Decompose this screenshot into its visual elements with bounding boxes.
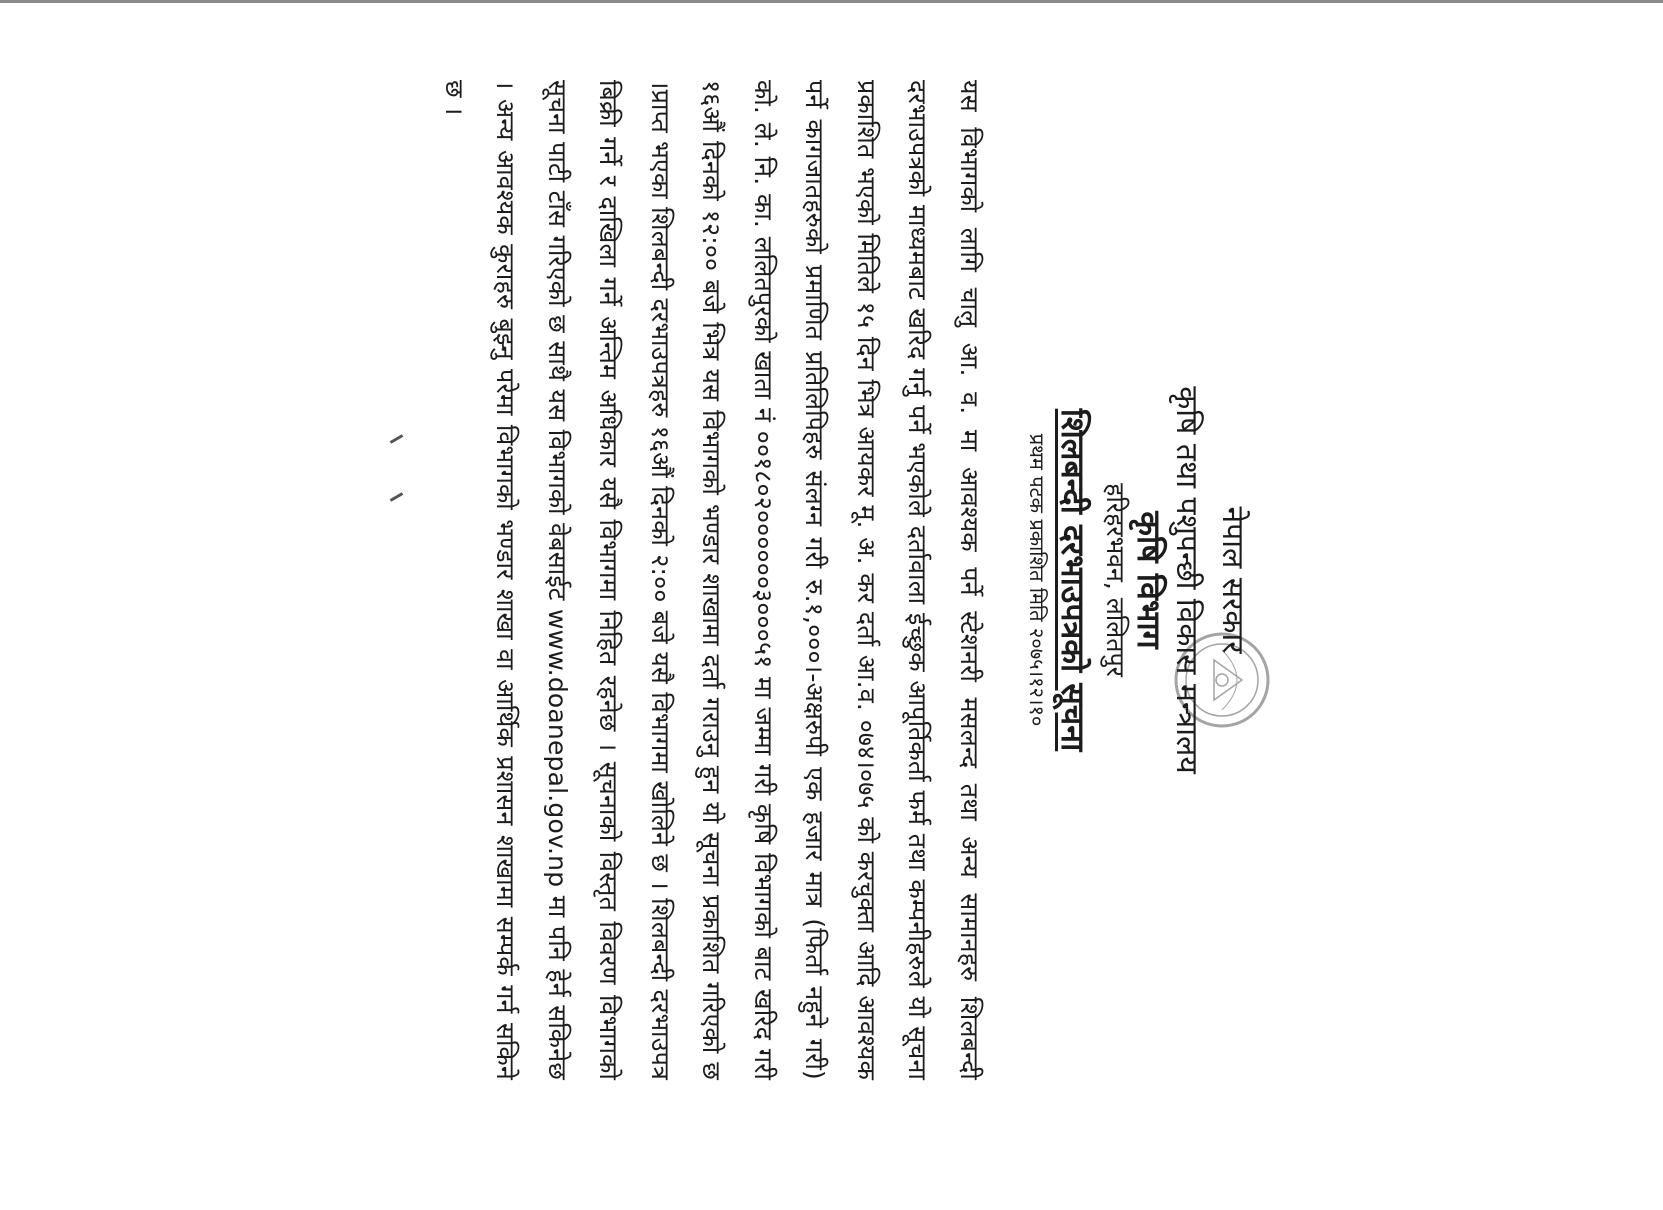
office-address: हरिहरभवन, ललितपुर: [1101, 483, 1130, 677]
scan-edge: [0, 0, 1663, 3]
notice-title: [1054, 40, 1092, 1120]
department-name: कृषि विभाग: [1130, 511, 1168, 649]
notice-body: यस विभागको लागि चालु आ. व. मा आवश्यक पर्ने स्टेशनरी मसलन्द तथा अन्य सामानहरु शिलबन्दी दरभाउपत्रको माध्यमबाट खरिद गर्नु पर्ने भएकोले दर्तावाला ईच्छुक आपूर्तिकर्ता फर्म तथा कम्पनीहरुले यो सूचना प्रकाशित भएको मितिले १५ दिन भित्र आयकर मू. अ. कर दर्ता आ.व. ०७४।०७५ को करचुक्ता आदि आवश्यक पर्ने कागजातहरुको प्रमाणित प्रतिलिपिहरु संलग्न गरी रु.१,०००।-अक्षरुपी एक हजार मात्र (फिर्ता नहुने गरी) को. ले. नि. का. ललितपुरको खाता नं ००१८०२००००००३०००५१ मा जम्मा गरी कृषि विभागको बाट खरिद गरी १६औं दिनको १२:०० बजे भित्र यस विभागको भण्डार शाखामा दर्ता गराउनु हुन यो सूचना प्रकाशित गरिएको छ ।प्राप्त भएका शिलबन्दी दरभाउपत्रहरु १६औं दिनको २:०० बजे यसै विभागमा खोलिने छ । शिलबन्दी दरभाउपत्र बिक्री गर्ने र दाखिला गर्ने अन्तिम अधिकार यसै विभागमा निहित रहनेछ । सूचनाको विस्तृत विवरण विभागको सूचना पाटी टाँस गरिएको छ साथै यस विभागको वेबसाईट www.doanepal.gov.np मा पनि हेर्न सकिनेछ । अन्य आवश्यक कुराहरु बुझ्नु परेमा विभागको भण्डार शाखा वा आर्थिक प्रशासन शाखामा सम्पर्क गर्न सकिने छ ।: [440, 80, 984, 1080]
notice-title-text: शिलबन्दी दरभाउपत्रको सूचना: [1054, 408, 1092, 752]
ministry-name: कृषि तथा पशुपन्छी विकास मन्त्रालय: [1169, 386, 1204, 774]
notice-document: [400, 40, 1280, 1120]
government-name: नेपाल सरकार: [1215, 506, 1250, 654]
publication-date: प्रथम पटक प्रकाशित मिति २०७५।१२।१०: [1025, 433, 1049, 727]
